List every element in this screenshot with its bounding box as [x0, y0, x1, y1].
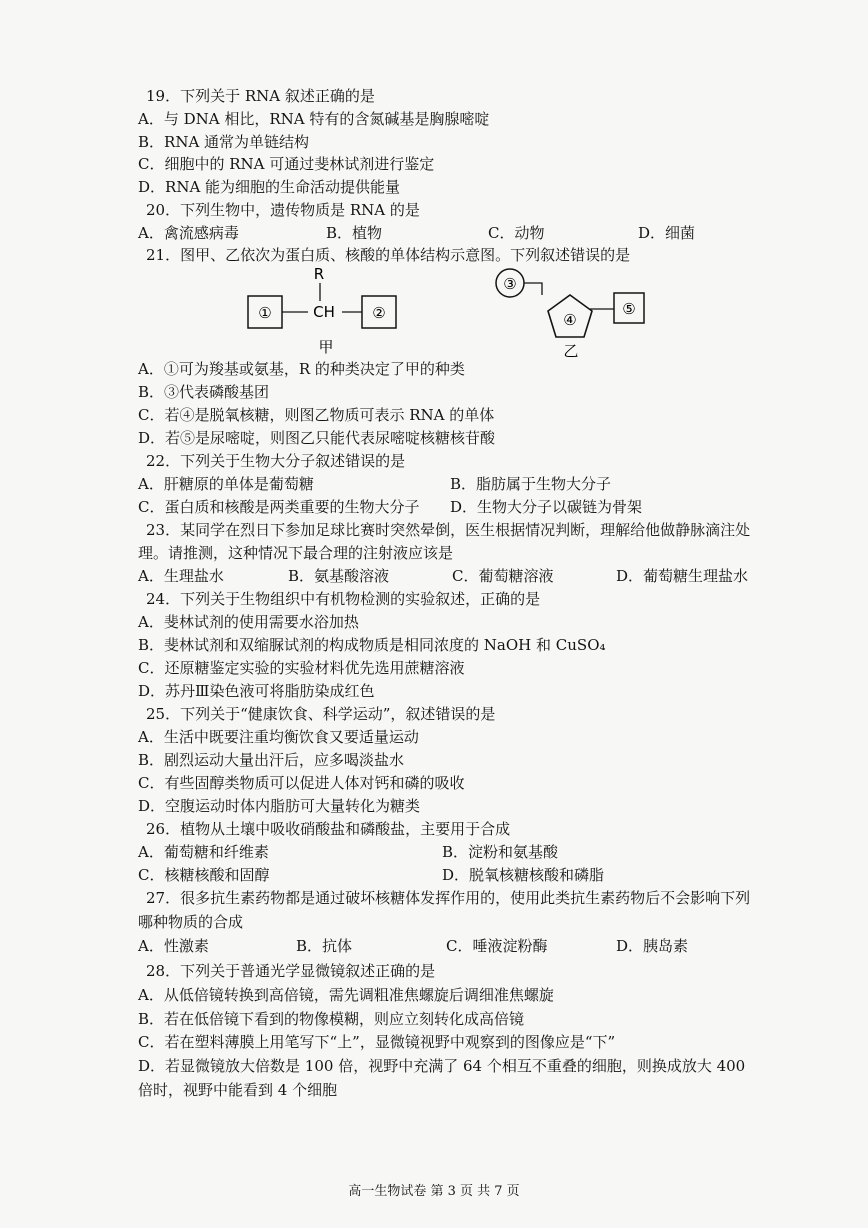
q26-option-c: C．核糖核酸和固醇 [138, 866, 270, 884]
q21-option-c: C．若④是脱氧核糖，则图乙物质可表示 RNA 的单体 [138, 406, 495, 424]
question-22-stem: 22．下列关于生物大分子叙述错误的是 [146, 452, 406, 470]
q27-option-a: A．性激素 [138, 937, 209, 955]
q25-option-a: A．生活中既要注重均衡饮食又要适量运动 [138, 728, 419, 746]
yi-caption: 乙 [563, 342, 579, 360]
q19-option-c: C．细胞中的 RNA 可通过斐林试剂进行鉴定 [138, 155, 435, 173]
q27-option-b: B．抗体 [296, 937, 353, 955]
question-24-stem: 24．下列关于生物组织中有机物检测的实验叙述，正确的是 [146, 590, 541, 608]
yi-label-4: ④ [563, 311, 577, 329]
question-27-stem-line-2: 哪种物质的合成 [138, 913, 244, 931]
q23-option-a: A．生理盐水 [138, 567, 224, 585]
q25-option-d: D．空腹运动时体内脂肪可大量转化为糖类 [138, 797, 421, 815]
nucleotide-diagram [496, 269, 644, 360]
q28-option-b: B．若在低倍镜下看到的物像模糊，则应立刻转化成高倍镜 [138, 1010, 525, 1028]
q28-option-a: A．从低倍镜转换到高倍镜，需先调粗准焦螺旋后调细准焦螺旋 [138, 986, 554, 1004]
jia-r-label: R [313, 265, 325, 283]
question-23-stem-line-2: 理。请推测，这种情况下最合理的注射液应该是 [138, 544, 454, 562]
q20-option-c: C．动物 [488, 224, 545, 242]
q20-option-b: B．植物 [326, 224, 383, 242]
question-26-stem: 26．植物从土壤中吸收硝酸盐和磷酸盐，主要用于合成 [146, 820, 511, 838]
question-20-stem: 20．下列生物中，遗传物质是 RNA 的是 [146, 201, 420, 219]
q27-option-d: D．胰岛素 [616, 937, 689, 955]
q23-option-d: D．葡萄糖生理盐水 [616, 567, 749, 585]
q21-option-a: A．①可为羧基或氨基，R 的种类决定了甲的种类 [138, 360, 465, 378]
q28-option-c: C．若在塑料薄膜上用笔写下“上”，显微镜视野中观察到的图像应是“下” [138, 1033, 616, 1051]
question-21-stem: 21．图甲、乙依次为蛋白质、核酸的单体结构示意图。下列叙述错误的是 [146, 246, 631, 264]
q23-option-b: B．氨基酸溶液 [288, 567, 390, 585]
q22-option-c: C．蛋白质和核酸是两类重要的生物大分子 [138, 498, 420, 516]
question-25-stem: 25．下列关于“健康饮食、科学运动”，叙述错误的是 [146, 705, 496, 723]
q24-option-d: D．苏丹Ⅲ染色液可将脂肪染成红色 [138, 682, 375, 700]
monomer-structure-diagram [240, 265, 660, 360]
q26-option-b: B．淀粉和氨基酸 [442, 843, 559, 861]
q19-option-a: A．与 DNA 相比，RNA 特有的含氮碱基是胸腺嘧啶 [138, 110, 490, 128]
question-19-stem: 19．下列关于 RNA 叙述正确的是 [146, 87, 375, 105]
q26-option-d: D．脱氧核糖核酸和磷脂 [442, 866, 605, 884]
yi-label-3: ③ [503, 275, 517, 293]
q23-option-c: C．葡萄糖溶液 [452, 567, 554, 585]
q28-option-d-line-1: D．若显微镜放大倍数是 100 倍，视野中充满了 64 个相互不重叠的细胞，则换成放大 400 [138, 1057, 746, 1075]
q21-option-b: B．③代表磷酸基团 [138, 383, 270, 401]
question-28-stem: 28．下列关于普通光学显微镜叙述正确的是 [146, 962, 436, 980]
q24-option-a: A．斐林试剂的使用需要水浴加热 [138, 613, 359, 631]
page-footer: 高一生物试卷 第 3 页 共 7 页 [348, 1184, 520, 1199]
q24-option-c: C．还原糖鉴定实验的实验材料优先选用蔗糖溶液 [138, 659, 465, 677]
yi-label-5: ⑤ [622, 300, 636, 318]
q24-option-b: B．斐林试剂和双缩脲试剂的构成物质是相同浓度的 NaOH 和 CuSO₄ [138, 636, 606, 654]
q19-option-d: D．RNA 能为细胞的生命活动提供能量 [138, 178, 401, 196]
q22-option-a: A．肝糖原的单体是葡萄糖 [138, 475, 314, 493]
amino-acid-diagram [248, 265, 396, 356]
q20-option-a: A．禽流感病毒 [138, 224, 239, 242]
q25-option-b: B．剧烈运动大量出汗后，应多喝淡盐水 [138, 751, 405, 769]
q22-option-d: D．生物大分子以碳链为骨架 [450, 498, 643, 516]
jia-label-2: ② [372, 304, 386, 322]
q25-option-c: C．有些固醇类物质可以促进人体对钙和磷的吸收 [138, 774, 465, 792]
q28-option-d-line-2: 倍时，视野中能看到 4 个细胞 [138, 1081, 338, 1099]
jia-caption: 甲 [318, 338, 334, 356]
question-27-stem-line-1: 27．很多抗生素药物都是通过破坏核糖体发挥作用的，使用此类抗生素药物后不会影响下列 [146, 889, 751, 907]
q20-option-d: D．细菌 [638, 224, 696, 242]
q21-option-d: D．若⑤是尿嘧啶，则图乙只能代表尿嘧啶核糖核苷酸 [138, 429, 496, 447]
q27-option-c: C．唾液淀粉酶 [446, 937, 548, 955]
question-23-stem-line-1: 23．某同学在烈日下参加足球比赛时突然晕倒，医生根据情况判断，理解给他做静脉滴注处 [146, 521, 751, 539]
jia-label-1: ① [258, 304, 272, 322]
jia-ch-label: CH [313, 303, 335, 321]
q26-option-a: A．葡萄糖和纤维素 [138, 843, 269, 861]
q19-option-b: B．RNA 通常为单链结构 [138, 133, 310, 151]
q22-option-b: B．脂肪属于生物大分子 [450, 475, 612, 493]
